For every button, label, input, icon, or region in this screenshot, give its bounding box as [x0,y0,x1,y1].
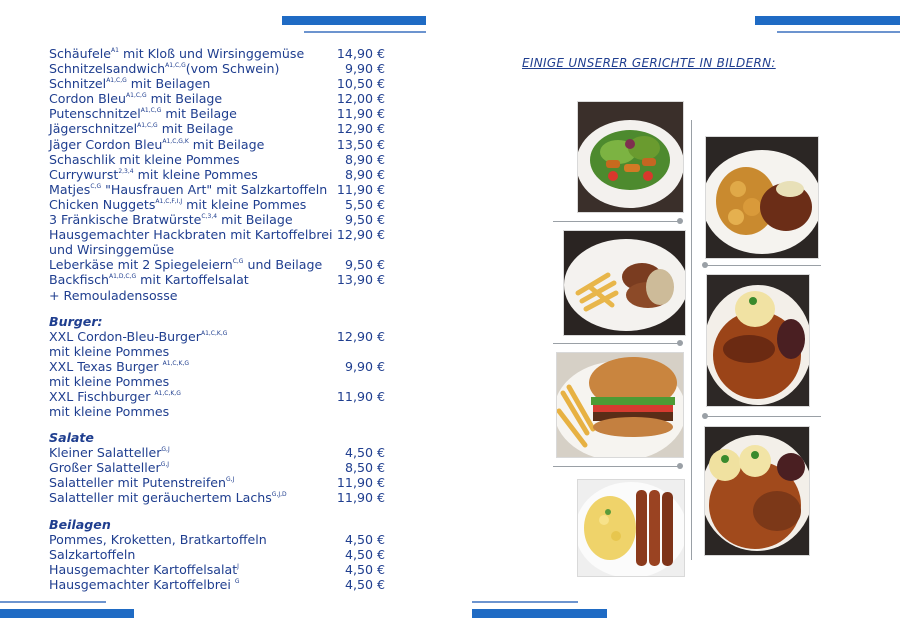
menu-item-name: Salatteller mit Putenstreifen$^{G,J}$ [49,475,235,491]
menu-item-price: 12,90 € [336,121,385,137]
menu-item-price: 11,90 € [336,388,385,404]
menu-item [49,344,389,359]
menu-item [49,152,389,167]
bottom-thin-bar [472,601,578,603]
top-accent-bar [755,16,900,25]
allergen-codes: G [234,577,240,585]
menu-item-name: Salatteller mit geräuchertem Lachs$^{G,J,D}$ [49,490,287,506]
menu-item [49,61,389,76]
separator-dot [702,413,708,419]
menu-item-price: 5,50 € [344,196,385,212]
menu-item-name: XXL Fischburger $^{A1,C,K,G}$ [49,388,181,404]
menu-item-price: 8,90 € [344,166,385,182]
menu-item-name: Hausgemachter Kartoffelsalat$^J$ [49,561,239,577]
menu-list [49,46,389,592]
allergen-codes: G,J [226,476,235,484]
menu-item [49,91,389,106]
menu-item [49,121,389,136]
menu-item-name: Schnitzelsandwich$^{A1,C,G}$(vom Schwein) [49,61,280,77]
menu-item [49,182,389,197]
schnitzel-with-fries-photo [563,230,686,336]
menu-item-name: + Remouladensosse [49,287,178,303]
menu-item-price: 9,90 € [344,358,385,374]
menu-item-price: 4,50 € [344,445,385,461]
menu-item [49,577,389,592]
menu-item-name: Großer Salatteller$^{G,J}$ [49,460,170,476]
separator-dot [702,262,708,268]
menu-item [49,404,389,419]
gallery-heading: EINIGE UNSERER GERICHTE IN BILDERN: [522,56,776,70]
salad-with-chicken-strips-photo [577,101,684,213]
allergen-codes: A1,C,G [140,107,162,115]
menu-item [49,475,389,490]
menu-item [49,137,389,152]
dumpling-with-roast-photo [706,274,810,407]
menu-item [49,257,389,272]
bottom-accent-bar [472,609,607,618]
menu-item-price: 13,50 € [336,136,385,152]
menu-item-price: 9,50 € [344,212,385,228]
menu-item-price: 8,50 € [344,460,385,476]
top-thin-bar [777,31,900,33]
menu-item [49,532,389,547]
menu-item [49,272,389,287]
menu-item-price: 14,90 € [336,46,385,61]
menu-item [49,389,389,404]
menu-item-name: Cordon Bleu$^{A1,C,G}$ mit Beilage [49,91,223,107]
top-thin-bar [304,31,426,33]
menu-item-name: Currywurst$^{2,3,4}$ mit kleine Pommes [49,166,258,182]
allergen-codes: A1,C,G [137,122,158,130]
menu-item-name: und Wirsinggemüse [49,242,175,258]
menu-item-price: 12,90 € [336,227,385,243]
menu-item [49,288,389,303]
allergen-codes: A1,C,G [165,62,186,70]
menu-item-name: Matjes$^{C,G}$ "Hausfrauen Art" mit Salzkartoffeln [49,181,328,197]
menu-item-name: mit kleine Pommes [49,373,170,389]
separator-dot [677,340,683,346]
allergen-codes: J [237,562,239,570]
menu-item [49,106,389,121]
menu-item-name: Schäufele$^{A1}$ mit Kloß und Wirsinggemüse [49,46,305,61]
menu-item-name: XXL Texas Burger $^{A1,C,K,G}$ [49,358,190,374]
allergen-codes: A1,C,G,K [162,137,189,145]
menu-item-name: Chicken Nuggets$^{A1,C,F,I,J}$ mit kleine Pommes [49,196,307,212]
burger-with-fries-photo [556,352,684,458]
menu-item-price: 4,50 € [344,546,385,562]
allergen-codes: A1 [111,47,119,54]
menu-item [49,562,389,577]
menu-item-price: 11,90 € [336,181,385,197]
menu-item [49,490,389,505]
allergen-codes: C,G [232,258,244,266]
menu-item-price: 11,90 € [336,490,385,506]
menu-item-name: mit kleine Pommes [49,404,170,420]
menu-item-name: Hausgemachter Kartoffelbrei $^G$ [49,576,240,592]
menu-item-name: Jäger Cordon Bleu$^{A1,C,G,K}$ mit Beilage [49,136,265,152]
allergen-codes: G,J,D [271,491,287,499]
separator-dot [677,218,683,224]
menu-item [49,359,389,374]
gallery-center-line [691,120,692,560]
menu-item-price: 12,00 € [336,91,385,107]
allergen-codes: A1,C,K,G [154,389,181,397]
menu-item-price: 4,50 € [344,561,385,577]
bottom-accent-bar [0,609,134,618]
allergen-codes: A1,C,K,G [162,359,190,367]
allergen-codes: C,G [90,182,102,190]
menu-item-name: Backfisch$^{A1,D,C,G}$ mit Kartoffelsalat [49,272,249,288]
menu-item-price: 10,50 € [336,76,385,92]
menu-item [49,460,389,475]
menu-item [49,374,389,389]
top-accent-bar [282,16,426,25]
menu-item [49,197,389,212]
menu-item [49,242,389,257]
menu-item-price: 13,90 € [336,272,385,288]
bottom-thin-bar [0,601,106,603]
gallery-separator [553,466,679,467]
menu-item-name: Kleiner Salatteller$^{G,J}$ [49,445,170,461]
menu-item-name: mit kleine Pommes [49,343,170,359]
menu-item-price: 8,90 € [344,151,385,167]
menu-item-name: Schaschlik mit kleine Pommes [49,151,240,167]
menu-item [49,329,389,344]
allergen-codes: G,J [160,461,170,469]
gallery-separator [553,343,679,344]
menu-item-price: 9,90 € [344,61,385,77]
menu-item-price: 11,90 € [336,106,385,122]
section-title-burger: Burger: [49,313,103,329]
menu-item-name: 3 Fränkische Bratwürste$^{C,3,4}$ mit Beilage [49,212,293,228]
allergen-codes: 2,3,4 [118,167,134,175]
menu-item-price: 12,90 € [336,328,385,344]
roast-with-dumplings-photo [704,426,810,556]
menu-item-name: Jägerschnitzel$^{A1,C,G}$ mit Beilage [49,121,234,137]
allergen-codes: A1,C,K,G [200,329,228,337]
allergen-codes: A1,C,G [106,77,127,85]
menu-item-name: Putenschnitzel$^{A1,C,G}$ mit Beilage [49,106,237,122]
menu-item [49,76,389,91]
menu-item [49,46,389,61]
allergen-codes: C,3,4 [201,213,218,221]
menu-item-price: 4,50 € [344,576,385,592]
allergen-codes: A1,D,C,G [108,273,137,281]
allergen-codes: A1,C,G [126,92,147,100]
menu-item-name: Leberkäse mit 2 Spiegeleiern$^{C,G}$ und Beilage [49,257,323,273]
menu-item [49,227,389,242]
menu-item-name: Pommes, Kroketten, Bratkartoffeln [49,531,267,547]
section-title-beilagen: Beilagen [49,516,111,532]
allergen-codes: G,J [161,446,170,454]
menu-item-name: Hausgemachter Hackbraten mit Kartoffelbrei [49,227,333,243]
menu-item-price: 4,50 € [344,531,385,547]
gallery-separator [553,221,679,222]
fried-potatoes-and-steak-photo [705,136,819,259]
menu-item [49,547,389,562]
section-title-salate: Salate [49,430,94,446]
separator-dot [677,463,683,469]
gallery-separator [706,416,821,417]
menu-item [49,212,389,227]
menu-item [49,167,389,182]
potato-salad-and-sausages-photo [577,479,685,577]
gallery-separator [706,265,821,266]
menu-item-price: 9,50 € [344,257,385,273]
menu-item-name: Salzkartoffeln [49,546,136,562]
menu-item [49,445,389,460]
menu-item-price: 11,90 € [336,475,385,491]
allergen-codes: A1,C,F,I,J [155,197,183,205]
menu-item-name: Schnitzel$^{A1,C,G}$ mit Beilagen [49,76,211,92]
menu-item-name: XXL Cordon-Bleu-Burger$^{A1,C,K,G}$ [49,328,228,344]
